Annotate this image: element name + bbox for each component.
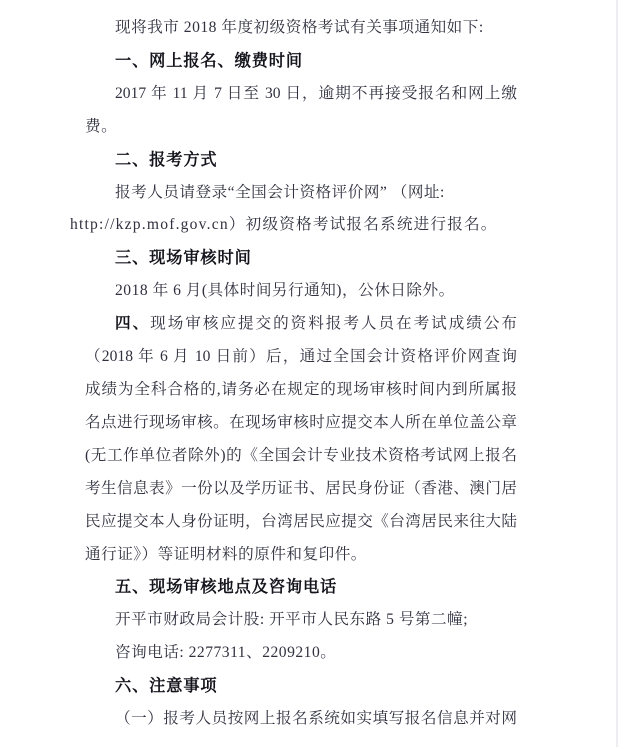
page-right-edge-line (616, 0, 618, 747)
section2-line1: 报考人员请登录“全国会计资格评价网” （网址: (115, 183, 445, 201)
section4-line8: 通行证》）等证明材料的原件和复印件。 (85, 545, 367, 563)
section4-lead-text: 现场审核应提交的资料报考人员在考试成绩公布 (150, 315, 517, 333)
section4-line5: (无工作单位者除外)的《全国会计专业技术资格考试网上报名 (85, 446, 517, 464)
section5-heading: 五、现场审核地点及咨询电话 (115, 578, 338, 597)
section4-line7: 民应提交本人身份证明，台湾居民应提交《台湾居民来往大陆 (85, 512, 517, 530)
section4-heading-number: 四、 (115, 315, 151, 333)
section4-line2: （2018 年 6 月 10 日前）后，通过全国会计资格评价网查询 (85, 348, 517, 366)
section6-heading: 六、注意事项 (115, 677, 218, 696)
notice-body (70, 12, 517, 736)
section4-line1 (85, 308, 517, 341)
section5-line2-phone: 咨询电话: 2277311、2209210。 (115, 644, 337, 662)
section1-line2: 费。 (85, 117, 118, 135)
section4-line6: 考生信息表》一份以及学历证书、居民身份证（香港、澳门居 (85, 479, 517, 497)
section3-line1: 2018 年 6 月(具体时间另行通知)，公休日除外。 (115, 282, 455, 300)
section2-line2-url: http://kzp.mof.gov.cn）初级资格考试报名系统进行报名。 (70, 216, 498, 234)
section6-line1: （一）报考人员按网上报名系统如实填写报名信息并对网 (115, 710, 517, 728)
section4-line3: 成绩为全科合格的,请务必在规定的现场审核时间内到所属报 (85, 380, 517, 398)
intro-paragraph: 现将我市 2018 年度初级资格考试有关事项通知如下: (115, 19, 484, 36)
section2-heading: 二、报考方式 (115, 150, 218, 169)
section3-heading: 三、现场审核时间 (115, 249, 252, 268)
section4-line4: 名点进行现场审核。在现场审核时应提交本人所在单位盖公章 (85, 413, 517, 431)
section1-line1: 2017 年 11 月 7 日至 30 日，逾期不再接受报名和网上缴 (115, 84, 517, 102)
section1-heading: 一、网上报名、缴费时间 (115, 51, 303, 70)
section5-line1-address: 开平市财政局会计股: 开平市人民东路 5 号第二幢; (115, 611, 469, 629)
